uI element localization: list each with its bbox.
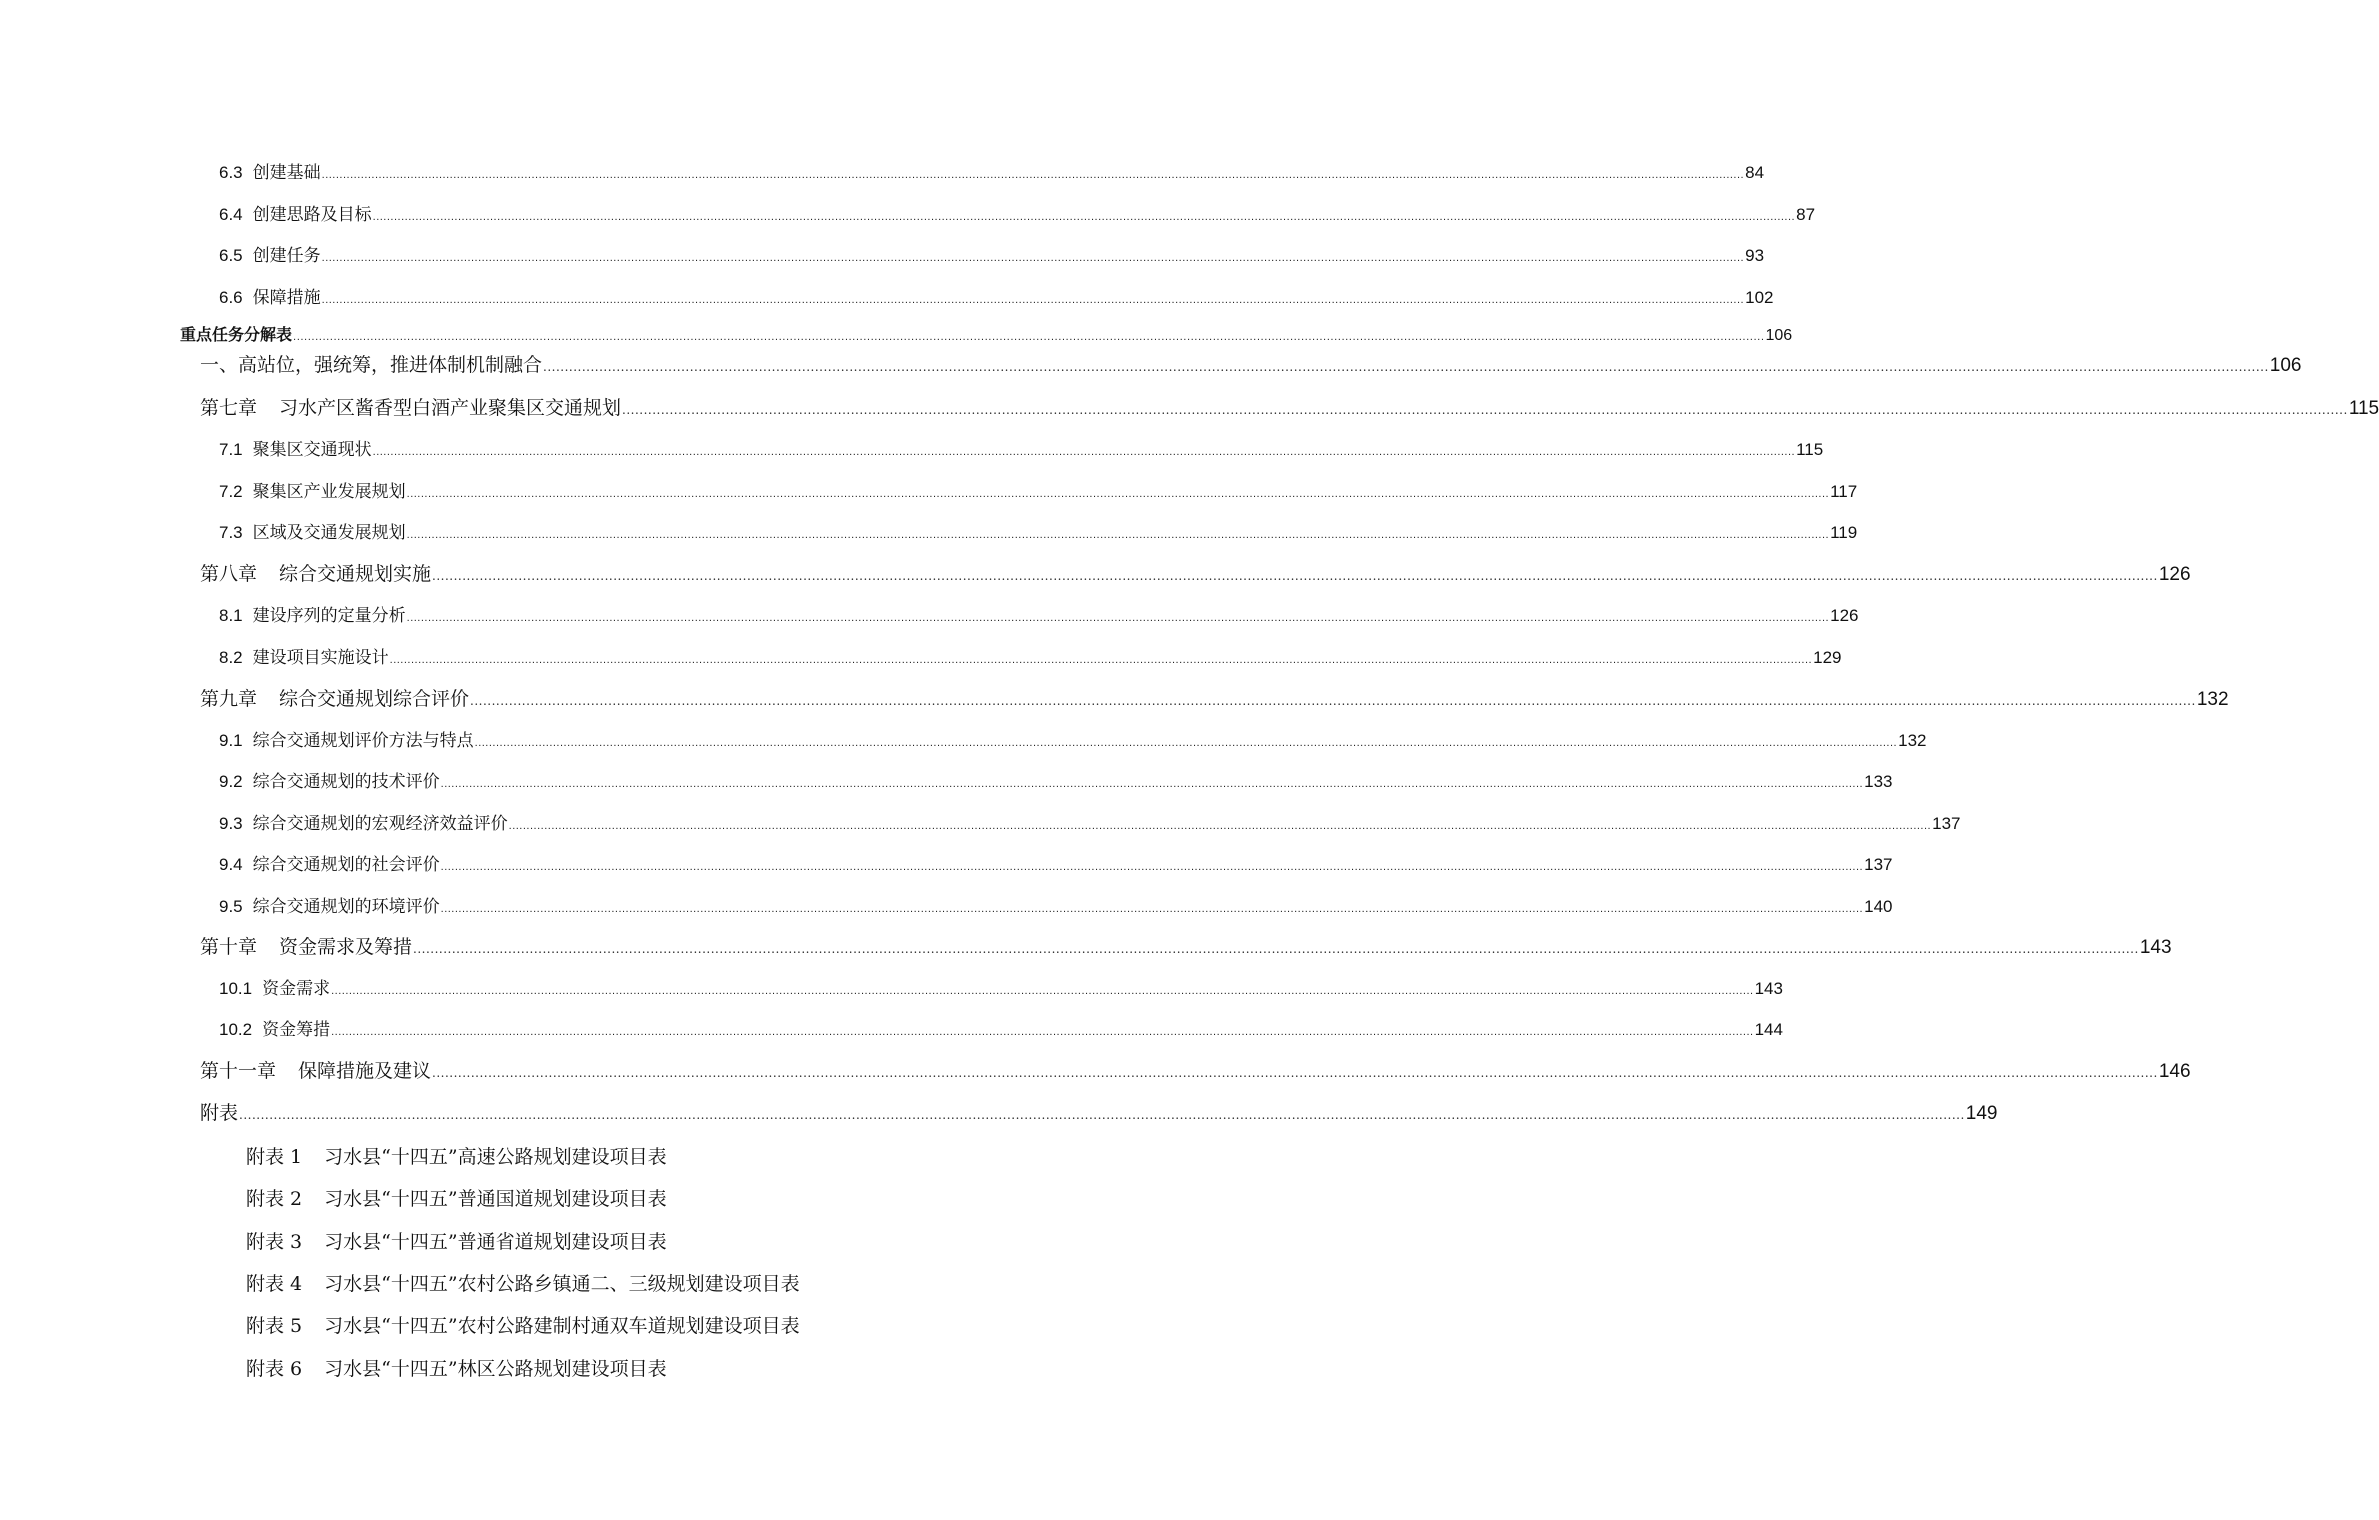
appendix-title: 习水县“十四五”普通国道规划建设项目表 bbox=[324, 1188, 667, 1210]
toc-entry-number: 9.4 bbox=[219, 855, 243, 874]
toc-entry-title: 建设项目实施设计 bbox=[252, 648, 389, 667]
toc-entry-page: 102 bbox=[1745, 288, 1774, 307]
toc-entry-title: 资金需求 bbox=[262, 979, 331, 998]
toc-entry-title: 习水产区酱香型白酒产业聚集区交通规划 bbox=[279, 397, 622, 419]
toc-dot-leader: ................................................................................................................................................................................................................................................................................................................................................................................................................ bbox=[372, 211, 1796, 223]
appendix-label: 附表 6 bbox=[246, 1358, 303, 1380]
toc-dot-leader: ................................................................................................................................................................................................................................................................................................................................................................................................................ bbox=[432, 569, 2158, 583]
toc-entry[interactable] bbox=[219, 601, 1859, 626]
toc-dot-leader: ................................................................................................................................................................................................................................................................................................................................................................................................................ bbox=[293, 332, 1765, 343]
toc-dot-leader: ................................................................................................................................................................................................................................................................................................................................................................................................................ bbox=[321, 252, 1745, 264]
toc-entry[interactable] bbox=[219, 767, 1893, 792]
toc-dot-leader: ................................................................................................................................................................................................................................................................................................................................................................................................................ bbox=[432, 1066, 2158, 1080]
toc-entry-title: 资金需求及筹措 bbox=[279, 936, 413, 958]
toc-entry-page: 132 bbox=[2196, 689, 2229, 710]
toc-entry-page: 143 bbox=[2139, 937, 2172, 958]
toc-entry-title: 综合交通规划综合评价 bbox=[279, 688, 470, 710]
toc-entry-title: 综合交通规划的技术评价 bbox=[252, 772, 440, 791]
toc-dot-leader: ................................................................................................................................................................................................................................................................................................................................................................................................................ bbox=[470, 694, 2196, 708]
toc-entry-title: 聚集区交通现状 bbox=[252, 440, 372, 459]
toc-entry[interactable] bbox=[200, 559, 2191, 586]
toc-entry-page: 137 bbox=[1932, 814, 1961, 833]
toc-entry-number: 6.6 bbox=[219, 288, 243, 307]
toc-dot-leader: ................................................................................................................................................................................................................................................................................................................................................................................................................ bbox=[321, 169, 1745, 181]
toc-entry[interactable] bbox=[219, 643, 1842, 668]
toc-dot-leader: ................................................................................................................................................................................................................................................................................................................................................................................................................ bbox=[331, 1026, 1754, 1038]
toc-entry[interactable] bbox=[200, 1098, 1998, 1125]
toc-dot-leader: ................................................................................................................................................................................................................................................................................................................................................................................................................ bbox=[474, 737, 1898, 749]
appendix-item[interactable] bbox=[246, 1269, 800, 1296]
toc-entry-number: 第八章 bbox=[200, 563, 258, 585]
appendix-label: 附表 3 bbox=[246, 1231, 303, 1253]
toc-entry[interactable] bbox=[219, 435, 1824, 460]
toc-entry-page: 146 bbox=[2158, 1061, 2191, 1082]
toc-dot-leader: ................................................................................................................................................................................................................................................................................................................................................................................................................ bbox=[406, 529, 1830, 541]
toc-entry-title: 建设序列的定量分析 bbox=[252, 606, 406, 625]
appendix-title: 习水县“十四五”林区公路规划建设项目表 bbox=[324, 1358, 667, 1380]
toc-entry-number: 7.2 bbox=[219, 482, 243, 501]
toc-entry-title: 综合交通规划的环境评价 bbox=[252, 897, 440, 916]
toc-entry-number: 6.5 bbox=[219, 246, 243, 265]
toc-entry[interactable] bbox=[219, 1015, 1783, 1040]
toc-entry-title: 创建思路及目标 bbox=[252, 205, 372, 224]
toc-dot-leader: ................................................................................................................................................................................................................................................................................................................................................................................................................ bbox=[440, 903, 1864, 915]
toc-dot-leader: ................................................................................................................................................................................................................................................................................................................................................................................................................ bbox=[239, 1108, 1965, 1122]
toc-entry-page: 93 bbox=[1745, 246, 1765, 265]
toc-dot-leader: ................................................................................................................................................................................................................................................................................................................................................................................................................ bbox=[406, 612, 1830, 624]
toc-entry[interactable] bbox=[200, 684, 2229, 711]
toc-entry[interactable] bbox=[219, 974, 1783, 999]
toc-entry-number: 6.4 bbox=[219, 205, 243, 224]
toc-dot-leader: ................................................................................................................................................................................................................................................................................................................................................................................................................ bbox=[389, 654, 1813, 666]
toc-entry[interactable] bbox=[219, 850, 1893, 875]
toc-entry-title: 综合交通规划实施 bbox=[279, 563, 432, 585]
toc-dot-leader: ................................................................................................................................................................................................................................................................................................................................................................................................................ bbox=[406, 488, 1830, 500]
toc-entry-number: 第七章 bbox=[200, 397, 258, 419]
toc-entry-number: 9.3 bbox=[219, 814, 243, 833]
appendix-label: 附表 5 bbox=[246, 1315, 303, 1337]
toc-entry-title: 区域及交通发展规划 bbox=[252, 523, 406, 542]
toc-entry[interactable] bbox=[200, 393, 2379, 420]
toc-entry-number: 10.2 bbox=[219, 1020, 253, 1039]
toc-entry-page: 115 bbox=[1796, 440, 1824, 459]
toc-entry-number: 9.1 bbox=[219, 731, 243, 750]
toc-entry[interactable] bbox=[200, 932, 2172, 959]
toc-entry[interactable] bbox=[219, 283, 1774, 308]
toc-entry-page: 143 bbox=[1754, 979, 1783, 998]
appendix-title: 习水县“十四五”普通省道规划建设项目表 bbox=[324, 1231, 667, 1253]
toc-dot-leader: ................................................................................................................................................................................................................................................................................................................................................................................................................ bbox=[331, 985, 1754, 997]
toc-entry-page: 133 bbox=[1864, 772, 1893, 791]
toc-entry-title: 重点任务分解表 bbox=[180, 325, 293, 344]
appendix-title: 习水县“十四五”农村公路建制村通双车道规划建设项目表 bbox=[324, 1315, 800, 1337]
toc-entry-page: 149 bbox=[1965, 1103, 1998, 1124]
toc-entry-number: 9.5 bbox=[219, 897, 243, 916]
toc-entry-number: 第九章 bbox=[200, 688, 258, 710]
appendix-item[interactable] bbox=[246, 1227, 667, 1254]
toc-dot-leader: ................................................................................................................................................................................................................................................................................................................................................................................................................ bbox=[622, 403, 2348, 417]
toc-entry-page: 115 bbox=[2348, 398, 2379, 419]
toc-entry-page: 126 bbox=[2158, 564, 2191, 585]
toc-entry-page: 117 bbox=[1830, 482, 1858, 501]
appendix-title: 习水县“十四五”高速公路规划建设项目表 bbox=[324, 1146, 667, 1168]
toc-entry[interactable] bbox=[219, 241, 1765, 266]
toc-entry-number: 9.2 bbox=[219, 772, 243, 791]
appendix-item[interactable] bbox=[246, 1142, 667, 1169]
toc-dot-leader: ................................................................................................................................................................................................................................................................................................................................................................................................................ bbox=[440, 861, 1864, 873]
toc-entry[interactable] bbox=[219, 518, 1858, 543]
toc-entry-title: 综合交通规划的社会评价 bbox=[252, 855, 440, 874]
toc-entry-page: 87 bbox=[1796, 205, 1816, 224]
appendix-item[interactable] bbox=[246, 1354, 667, 1381]
appendix-label: 附表 2 bbox=[246, 1188, 303, 1210]
toc-entry[interactable] bbox=[219, 809, 1961, 834]
toc-entry[interactable] bbox=[200, 350, 2302, 377]
toc-entry-page: 106 bbox=[2269, 355, 2302, 376]
toc-dot-leader: ................................................................................................................................................................................................................................................................................................................................................................................................................ bbox=[508, 820, 1932, 832]
appendix-item[interactable] bbox=[246, 1184, 667, 1211]
appendix-label: 附表 1 bbox=[246, 1146, 303, 1168]
toc-entry-title: 综合交通规划评价方法与特点 bbox=[252, 731, 474, 750]
appendix-title: 习水县“十四五”农村公路乡镇通二、三级规划建设项目表 bbox=[324, 1273, 800, 1295]
toc-entry-title: 附表 bbox=[200, 1102, 239, 1124]
appendix-label: 附表 4 bbox=[246, 1273, 303, 1295]
toc-entry[interactable] bbox=[200, 1056, 2191, 1083]
toc-dot-leader: ................................................................................................................................................................................................................................................................................................................................................................................................................ bbox=[440, 778, 1864, 790]
toc-entry-page: 126 bbox=[1830, 606, 1859, 625]
appendix-item[interactable] bbox=[246, 1311, 800, 1338]
toc-entry-page: 144 bbox=[1754, 1020, 1783, 1039]
toc-entry-page: 106 bbox=[1765, 327, 1793, 344]
toc-entry-page: 84 bbox=[1745, 163, 1765, 182]
toc-entry-title: 一、高站位，强统筹，推进体制机制融合 bbox=[200, 354, 543, 376]
toc-entry-page: 140 bbox=[1864, 897, 1893, 916]
toc-entry-title: 保障措施 bbox=[252, 288, 321, 307]
toc-dot-leader: ................................................................................................................................................................................................................................................................................................................................................................................................................ bbox=[543, 360, 2269, 374]
toc-entry[interactable] bbox=[219, 726, 1927, 751]
toc-entry-number: 8.2 bbox=[219, 648, 243, 667]
toc-dot-leader: ................................................................................................................................................................................................................................................................................................................................................................................................................ bbox=[413, 942, 2139, 956]
toc-entry-number: 第十章 bbox=[200, 936, 258, 958]
toc-entry-number: 第十一章 bbox=[200, 1060, 277, 1082]
toc-entry[interactable] bbox=[180, 322, 1793, 345]
toc-entry-number: 7.3 bbox=[219, 523, 243, 542]
toc-entry[interactable] bbox=[219, 477, 1858, 502]
toc-entry-title: 创建任务 bbox=[252, 246, 321, 265]
toc-entry-title: 综合交通规划的宏观经济效益评价 bbox=[252, 814, 508, 833]
toc-entry-page: 132 bbox=[1898, 731, 1927, 750]
toc-entry-number: 7.1 bbox=[219, 440, 243, 459]
toc-entry[interactable] bbox=[219, 158, 1765, 183]
toc-dot-leader: ................................................................................................................................................................................................................................................................................................................................................................................................................ bbox=[321, 294, 1745, 306]
toc-dot-leader: ................................................................................................................................................................................................................................................................................................................................................................................................................ bbox=[372, 446, 1796, 458]
toc-entry-title: 资金筹措 bbox=[262, 1020, 331, 1039]
toc-entry-page: 137 bbox=[1864, 855, 1893, 874]
toc-entry-number: 10.1 bbox=[219, 979, 253, 998]
toc-entry[interactable] bbox=[219, 200, 1816, 225]
toc-entry-page: 129 bbox=[1813, 648, 1842, 667]
toc-entry-title: 聚集区产业发展规划 bbox=[252, 482, 406, 501]
toc-entry-page: 119 bbox=[1830, 523, 1858, 542]
toc-entry-number: 8.1 bbox=[219, 606, 243, 625]
toc-entry-number: 6.3 bbox=[219, 163, 243, 182]
toc-entry[interactable] bbox=[219, 892, 1893, 917]
toc-entry-title: 创建基础 bbox=[252, 163, 321, 182]
toc-entry-title: 保障措施及建议 bbox=[298, 1060, 432, 1082]
